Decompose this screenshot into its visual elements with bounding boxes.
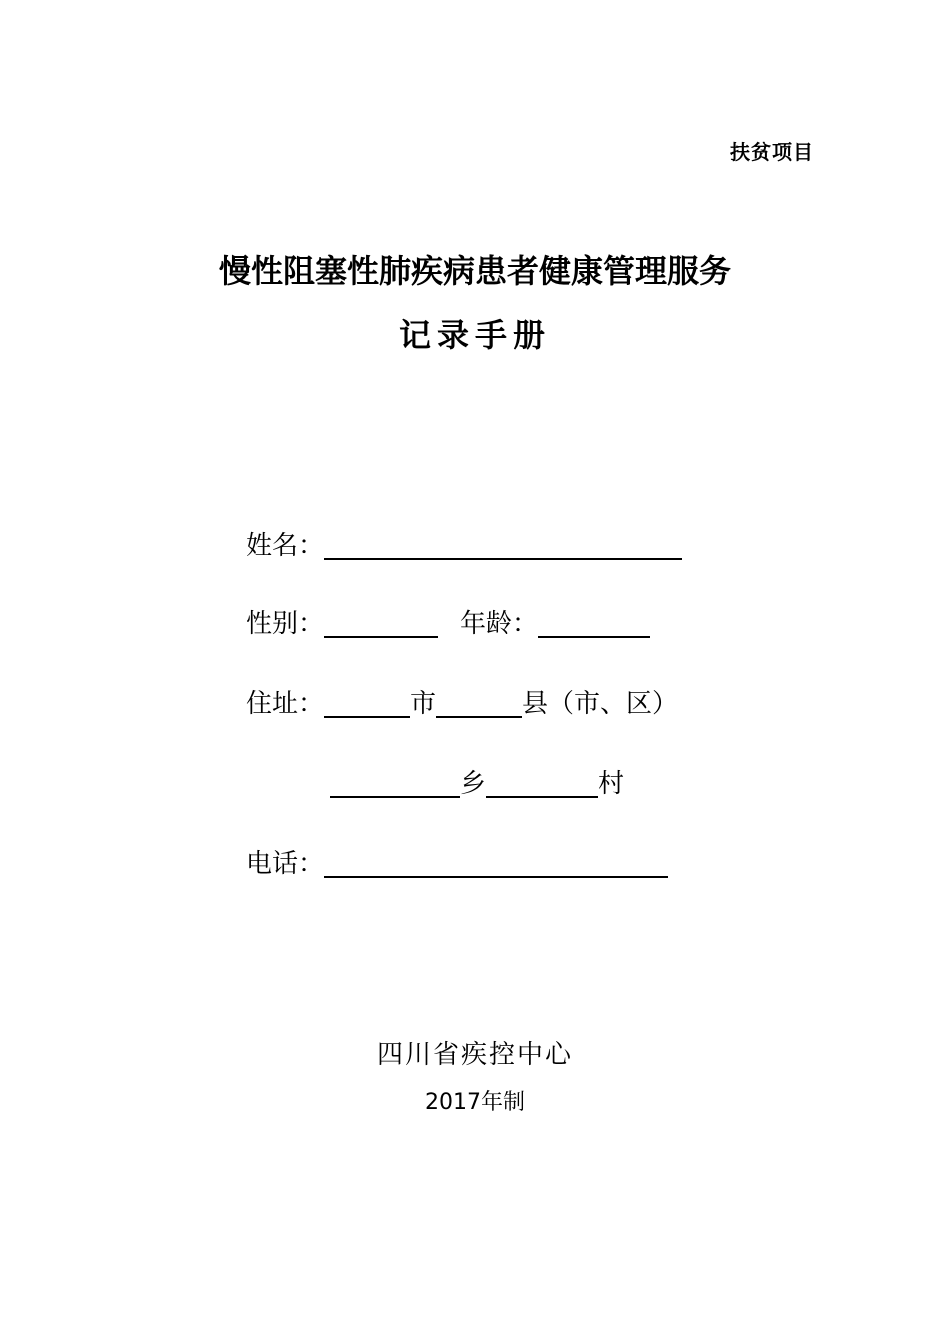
township-unit: 乡: [460, 769, 487, 799]
organization-name: 四川省疾控中心: [376, 1040, 573, 1070]
gender-label: 性别：: [246, 609, 325, 639]
name-label: 姓名：: [246, 531, 325, 561]
township-field[interactable]: [330, 766, 460, 798]
county-unit: 县（市、区）: [522, 689, 679, 719]
phone-label: 电话：: [246, 849, 325, 879]
name-field[interactable]: [324, 528, 682, 560]
gender-field[interactable]: [324, 606, 438, 638]
phone-field[interactable]: [324, 846, 668, 878]
city-unit: 市: [410, 689, 437, 719]
address-row-2: [330, 766, 624, 800]
age-field[interactable]: [538, 606, 650, 638]
address-label: 住址：: [246, 689, 325, 719]
publication-year: 2017年制: [425, 1090, 525, 1115]
gender-age-row: [246, 606, 650, 640]
city-field[interactable]: [324, 686, 410, 718]
document-subtitle: 记录手册: [398, 316, 551, 354]
document-title: 慢性阻塞性肺疾病患者健康管理服务: [218, 252, 731, 290]
age-label: 年龄：: [460, 609, 539, 639]
village-unit: 村: [598, 769, 625, 799]
address-row: [246, 686, 678, 720]
name-row: [246, 528, 682, 562]
project-tag: 扶贫项目: [730, 140, 814, 164]
phone-row: [246, 846, 668, 880]
village-field[interactable]: [486, 766, 598, 798]
county-field[interactable]: [436, 686, 522, 718]
